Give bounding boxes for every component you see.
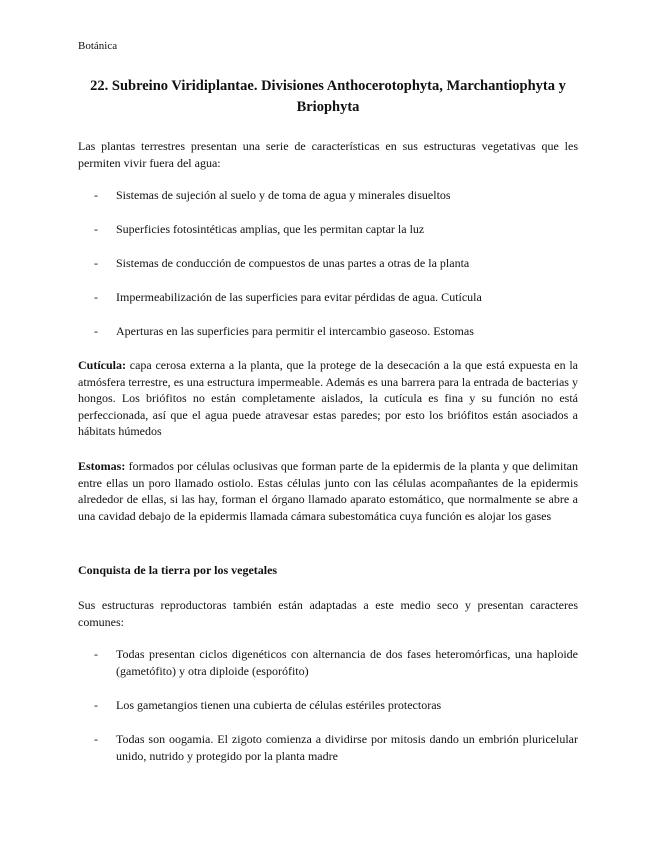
cuticula-term: Cutícula: xyxy=(78,358,126,372)
estomas-definition: formados por células oclusivas que forman parte de la epidermis de la planta y que delimitan entre ellas un poro llamado ostiolo. Estas células junto con las células acompañantes de la epidermis alrededor de ellas, si las hay, forman el órgano llamado aparato estomático, que normalmente se abre a una cavidad debajo de la epidermis llamada cámara subestomática cuya función es alojar los gases xyxy=(78,459,578,523)
bullet-dash: - xyxy=(94,324,98,338)
feature-text: Superficies fotosintéticas amplias, que les permitan captar la luz xyxy=(116,222,425,236)
bullet-dash: - xyxy=(94,188,98,202)
repro-intro-paragraph: Sus estructuras reproductoras también están adaptadas a este medio seco y presentan caracteres comunes: xyxy=(78,598,578,629)
estomas-term: Estomas: xyxy=(78,459,126,473)
feature-text: Sistemas de sujeción al suelo y de toma de agua y minerales disueltos xyxy=(116,188,451,202)
cuticula-paragraph xyxy=(78,357,578,440)
intro-paragraph: Las plantas terrestres presentan una serie de características en sus estructuras vegetativas que les permiten vivir fuera del agua: xyxy=(78,139,578,170)
section-subheading: Conquista de la tierra por los vegetales xyxy=(78,563,278,577)
page-header: Botánica xyxy=(78,40,118,52)
bullet-dash: - xyxy=(94,290,98,304)
repro-text: Todas presentan ciclos digenéticos con alternancia de dos fases heteromórficas, una haploide (gametófito) y otra diploide (esporófito) xyxy=(116,647,578,678)
cuticula-definition: capa cerosa externa a la planta, que la protege de la desecación a la que está expuesta en la atmósfera terrestre, es una estructura impermeable. Además es una barrera para la entrada de bacterias y hongos. Los briófitos no están completamente aislados, la cutícula es fina y su función no está perfeccionada, así que el agua puede atravesar estas paredes; por esto los briófitos están asociados a hábitats húmedos xyxy=(78,358,578,438)
repro-list-item xyxy=(78,646,578,679)
document-title: 22. Subreino Viridiplantae. Divisiones Anthocerotophyta, Marchantiophyta y Briophyta xyxy=(90,78,566,115)
feature-text: Aperturas en las superficies para permitir el intercambio gaseoso. Estomas xyxy=(116,324,474,338)
feature-list-item xyxy=(78,187,578,204)
feature-list-item xyxy=(78,323,578,340)
feature-text: Sistemas de conducción de compuestos de unas partes a otras de la planta xyxy=(116,256,470,270)
repro-text: Todas son oogamia. El zigoto comienza a dividirse por mitosis dando un embrión pluricelular unido, nutrido y protegido por la planta madre xyxy=(116,732,578,763)
bullet-dash: - xyxy=(94,732,98,746)
bullet-dash: - xyxy=(94,698,98,712)
repro-list-item xyxy=(78,731,578,764)
repro-list-item xyxy=(78,697,578,714)
bullet-dash: - xyxy=(94,222,98,236)
feature-list-item xyxy=(78,289,578,306)
feature-list-item xyxy=(78,255,578,272)
bullet-dash: - xyxy=(94,647,98,661)
bullet-dash: - xyxy=(94,256,98,270)
feature-text: Impermeabilización de las superficies para evitar pérdidas de agua. Cutícula xyxy=(116,290,482,304)
feature-list-item xyxy=(78,221,578,238)
repro-text: Los gametangios tienen una cubierta de células estériles protectoras xyxy=(116,698,442,712)
estomas-paragraph xyxy=(78,458,578,524)
